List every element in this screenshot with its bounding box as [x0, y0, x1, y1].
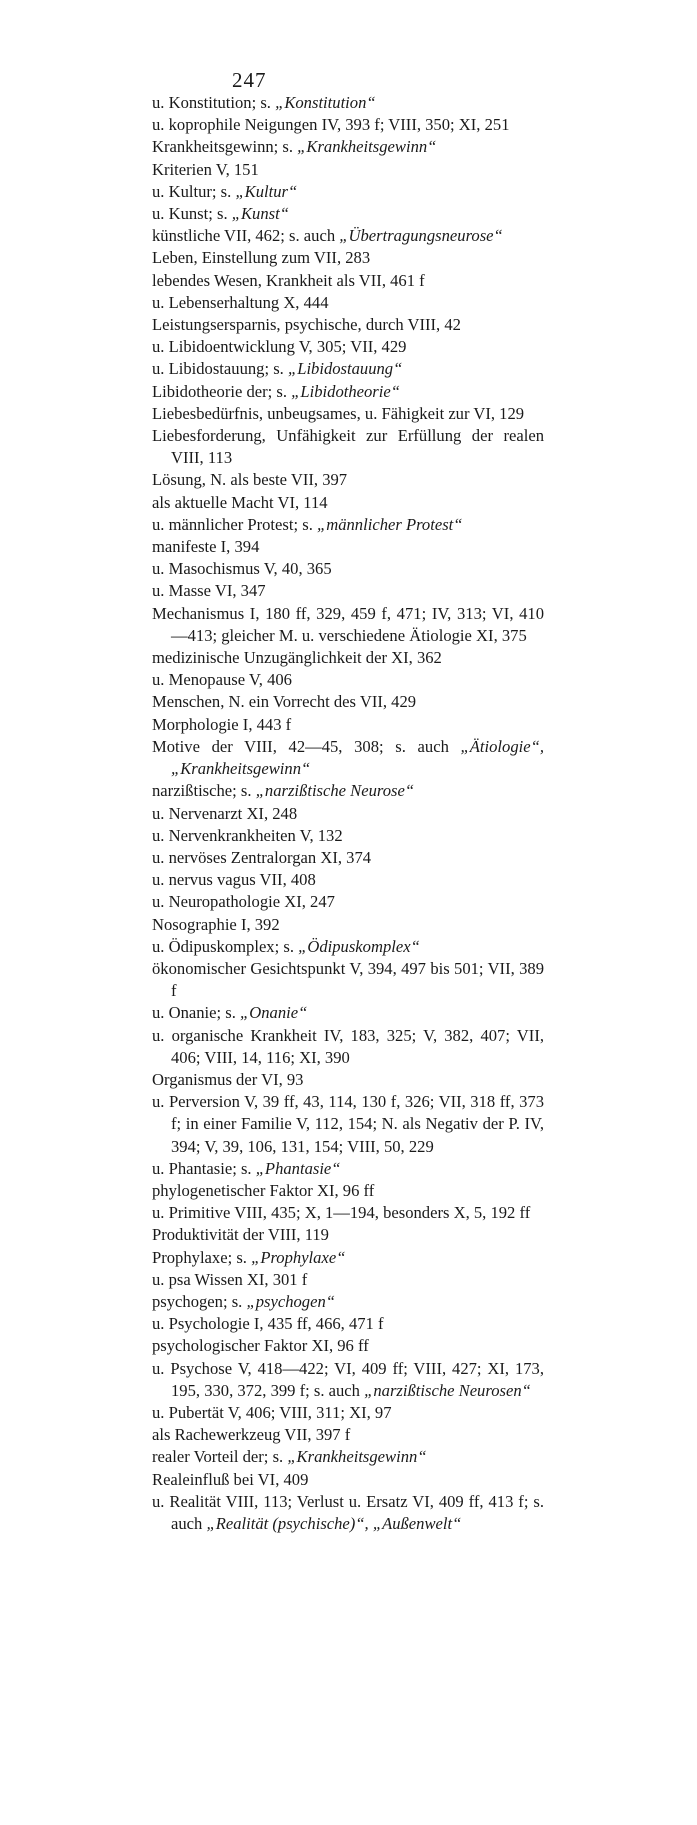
- index-entry: [152, 936, 544, 958]
- entry-text: u. Kunst; s.: [152, 204, 232, 224]
- cross-reference: „Krankheitsgewinn“: [297, 137, 437, 157]
- index-entry: [152, 1224, 544, 1246]
- entry-text: u. Perversion V, 39 ff, 43, 114, 130 f, 326; VII, 318 ff, 373 f; in einer Familie V, 112, 154; N. als Negativ der P. IV, 394; V, 39, 106, 131, 154; VIII, 50, 229: [152, 1092, 544, 1156]
- index-entry: [152, 270, 544, 292]
- entry-text: Leben, Einstellung zum VII, 283: [152, 248, 371, 268]
- index-entry: [152, 1491, 544, 1535]
- index-entry: [152, 403, 544, 425]
- index-entry: [152, 1202, 544, 1224]
- index-entry: [152, 1180, 544, 1202]
- entry-text: u. Nervenarzt XI, 248: [152, 803, 298, 823]
- index-entry: [152, 736, 544, 780]
- entry-text: u. Onanie; s.: [152, 1003, 241, 1023]
- cross-reference: „Kultur“: [235, 181, 298, 201]
- entry-text: Mechanismus I, 180 ff, 329, 459 f, 471; IV, 313; VI, 410—413; gleicher M. u. verschiedene Ätiologie XI, 375: [152, 603, 544, 645]
- cross-reference: „narzißtische Neurosen“: [364, 1380, 531, 1400]
- index-entry: [152, 647, 544, 669]
- entry-text: als Rachewerkzeug VII, 397 f: [152, 1425, 351, 1445]
- index-entry: [152, 1002, 544, 1024]
- entry-text: Libidotheorie der; s.: [152, 381, 292, 401]
- entry-text: Realeinfluß bei VI, 409: [152, 1469, 309, 1489]
- index-entry: [152, 492, 544, 514]
- entry-text: u. Psychologie I, 435 ff, 466, 471 f: [152, 1314, 384, 1334]
- index-entry: [152, 247, 544, 269]
- entry-text: u. Konstitution; s.: [152, 93, 276, 112]
- entry-text: u. nervöses Zentralorgan XI, 374: [152, 847, 372, 867]
- index-entry: [152, 314, 544, 336]
- entry-text: u. Lebenserhaltung X, 444: [152, 292, 329, 312]
- index-entry: [152, 425, 544, 469]
- entry-text: u. Libidostauung; s.: [152, 359, 288, 379]
- entry-text: Kriterien V, 151: [152, 159, 259, 179]
- cross-reference: „Prophylaxe“: [251, 1247, 346, 1267]
- entry-text: u. Psychose V, 418—422; VI, 409 ff; VIII, 427; XI, 173, 195, 330, 372, 399 f; s. auch: [152, 1358, 544, 1400]
- index-entry: [152, 891, 544, 913]
- cross-reference: „narzißtische Neurose“: [255, 781, 415, 801]
- index-entry: [152, 580, 544, 602]
- index-entry: [152, 914, 544, 936]
- cross-reference: „Kunst“: [231, 204, 289, 224]
- index-entry: [152, 1402, 544, 1424]
- entry-text: manifeste I, 394: [152, 537, 260, 557]
- entry-text: u. Kultur; s.: [152, 181, 236, 201]
- entry-text: Prophylaxe; s.: [152, 1247, 252, 1267]
- index-entry: [152, 1313, 544, 1335]
- index-entry: [152, 1469, 544, 1491]
- cross-reference: „Libidostauung“: [287, 359, 403, 379]
- index-entry: [152, 292, 544, 314]
- entry-text: u. Menopause V, 406: [152, 670, 292, 690]
- entry-text: u. Realität VIII, 113; Verlust u. Ersatz VI, 409 ff, 413 f; s. auch: [152, 1491, 544, 1533]
- cross-reference: „Ätiologie“, „Krankheitsgewinn“: [171, 736, 544, 779]
- entry-text: Leistungsersparnis, psychische, durch VIII, 42: [152, 315, 461, 335]
- cross-reference: „Krankheitsgewinn“: [287, 1447, 427, 1467]
- index-entry: [152, 381, 544, 403]
- entry-text: realer Vorteil der; s.: [152, 1447, 288, 1467]
- index-entry: [152, 1269, 544, 1291]
- index-entry: [152, 958, 544, 1002]
- entry-text: als aktuelle Macht VI, 114: [152, 492, 328, 512]
- entry-text: Liebesbedürfnis, unbeugsames, u. Fähigkeit zur VI, 129: [152, 403, 525, 423]
- index-entry: [152, 469, 544, 491]
- cross-reference: „Übertragungsneurose“: [339, 226, 503, 246]
- entry-text: Menschen, N. ein Vorrecht des VII, 429: [152, 692, 417, 712]
- index-entry: [152, 181, 544, 203]
- index-entry: [152, 1291, 544, 1313]
- entry-text: lebendes Wesen, Krankheit als VII, 461 f: [152, 270, 425, 290]
- cross-reference: „Libidotheorie“: [291, 381, 400, 401]
- index-entry: [152, 1158, 544, 1180]
- entry-text: u. Nervenkrankheiten V, 132: [152, 825, 343, 845]
- entry-text: narzißtische; s.: [152, 781, 256, 801]
- entry-text: u. Ödipuskomplex; s.: [152, 936, 299, 956]
- entry-text: Liebesforderung, Unfähigkeit zur Erfüllung der realen VIII, 113: [152, 426, 544, 468]
- entry-text: Produktivität der VIII, 119: [152, 1225, 329, 1245]
- index-entry: [152, 714, 544, 736]
- index-entry: [152, 92, 544, 114]
- index-entry: [152, 1069, 544, 1091]
- entry-text: u. organische Krankheit IV, 183, 325; V, 382, 407; VII, 406; VIII, 14, 116; XI, 390: [152, 1025, 544, 1067]
- index-entry: [152, 225, 544, 247]
- entry-text: Lösung, N. als beste VII, 397: [152, 470, 348, 490]
- page-number: 247: [232, 68, 267, 92]
- index-list: [152, 92, 544, 1535]
- index-entry: [152, 691, 544, 713]
- index-entry: [152, 514, 544, 536]
- cross-reference: „Onanie“: [240, 1003, 308, 1023]
- index-entry: [152, 203, 544, 225]
- entry-text: u. männlicher Protest; s.: [152, 514, 317, 534]
- entry-text: u. Neuropathologie XI, 247: [152, 892, 335, 912]
- entry-text: phylogenetischer Faktor XI, 96 ff: [152, 1180, 375, 1200]
- index-entry: [152, 825, 544, 847]
- entry-text: künstliche VII, 462; s. auch: [152, 226, 340, 246]
- index-entry: [152, 536, 544, 558]
- cross-reference: „Phantasie“: [255, 1158, 341, 1178]
- entry-text: medizinische Unzugänglichkeit der XI, 362: [152, 648, 442, 668]
- entry-text: Motive der VIII, 42—45, 308; s. auch: [152, 736, 461, 756]
- entry-text: Morphologie I, 443 f: [152, 714, 292, 734]
- entry-text: Nosographie I, 392: [152, 914, 280, 934]
- entry-text: u. Masochismus V, 40, 365: [152, 559, 332, 579]
- index-entry: [152, 869, 544, 891]
- entry-text: u. nervus vagus VII, 408: [152, 870, 316, 890]
- index-entry: [152, 1025, 544, 1069]
- entry-text: u. Pubertät V, 406; VIII, 311; XI, 97: [152, 1402, 392, 1422]
- index-entry: [152, 358, 544, 380]
- cross-reference: „Ödipuskomplex“: [298, 936, 420, 956]
- index-entry: [152, 1358, 544, 1402]
- index-entry: [152, 336, 544, 358]
- index-entry: [152, 136, 544, 158]
- index-entry: [152, 159, 544, 181]
- index-entry: [152, 114, 544, 136]
- index-entry: [152, 1424, 544, 1446]
- entry-text: ökonomischer Gesichtspunkt V, 394, 497 bis 501; VII, 389 f: [152, 958, 544, 1001]
- index-entry: [152, 558, 544, 580]
- entry-text: u. Masse VI, 347: [152, 581, 266, 601]
- index-entry: [152, 1446, 544, 1468]
- index-entry: [152, 1335, 544, 1357]
- index-entry: [152, 847, 544, 869]
- entry-text: u. Libidoentwicklung V, 305; VII, 429: [152, 337, 407, 357]
- entry-text: u. Phantasie; s.: [152, 1158, 256, 1178]
- entry-text: u. koprophile Neigungen IV, 393 f; VIII, 350; XI, 251: [152, 115, 510, 135]
- cross-reference: „Konstitution“: [275, 93, 376, 112]
- index-entry: [152, 803, 544, 825]
- index-entry: [152, 1247, 544, 1269]
- entry-text: psychogen; s.: [152, 1291, 247, 1311]
- index-entry: [152, 780, 544, 802]
- cross-reference: „psychogen“: [246, 1291, 335, 1311]
- entry-text: Organismus der VI, 93: [152, 1069, 304, 1089]
- entry-text: u. psa Wissen XI, 301 f: [152, 1269, 308, 1289]
- entry-text: psychologischer Faktor XI, 96 ff: [152, 1336, 369, 1356]
- cross-reference: „männlicher Protest“: [317, 514, 463, 534]
- index-entry: [152, 669, 544, 691]
- cross-reference: „Realität (psychische)“, „Außenwelt“: [206, 1514, 462, 1533]
- entry-text: u. Primitive VIII, 435; X, 1—194, besonders X, 5, 192 ff: [152, 1203, 531, 1223]
- index-entry: [152, 603, 544, 647]
- index-entry: [152, 1091, 544, 1158]
- entry-text: Krankheitsgewinn; s.: [152, 137, 298, 157]
